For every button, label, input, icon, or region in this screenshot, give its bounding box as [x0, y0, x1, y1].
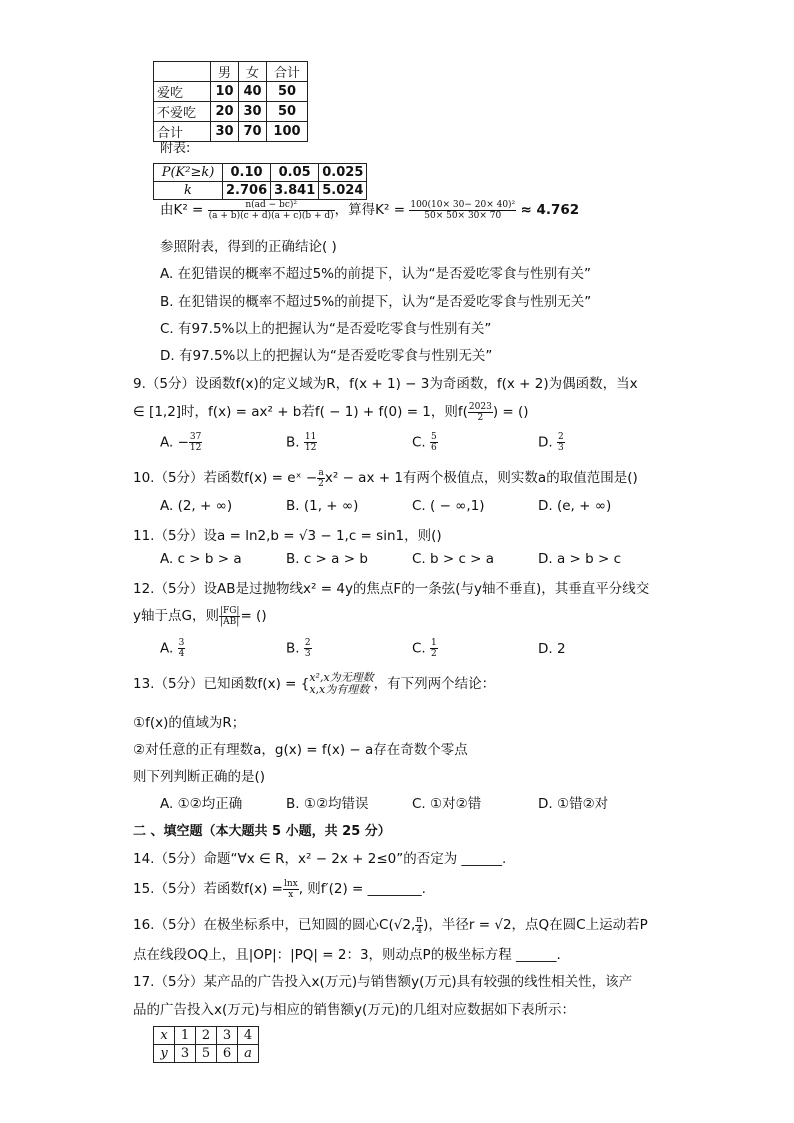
fraction-denominator: 2	[431, 649, 437, 659]
q9-option-a	[160, 432, 202, 453]
q9-option-d	[538, 432, 565, 453]
option-label: B.	[286, 434, 304, 451]
fraction-denominator: 3	[304, 649, 311, 659]
q13-option-d: D. ①错②对	[538, 796, 609, 812]
q16-line1-post: )，半径r = √2，点Q在圆C上运动若P	[423, 917, 648, 933]
q14-stem: 14.（5分）命题“∀x ∈ R，x² − 2x + 2≤0”的否定为 ______.	[133, 851, 507, 867]
critical-value-table	[153, 163, 367, 200]
q13-statement-2: ②对任意的正有理数a，g(x) = f(x) − a存在奇数个零点	[133, 742, 468, 758]
q12-line2	[133, 604, 267, 627]
table-cell: a	[238, 1045, 259, 1063]
option-fraction	[178, 638, 186, 659]
table-cell: 50	[267, 102, 308, 122]
fraction-denominator: 12	[189, 443, 202, 453]
q11-option-c: C. b > c > a	[412, 551, 495, 567]
fraction-numerator: a	[318, 467, 324, 478]
fraction-denominator: 3	[557, 443, 564, 453]
table-cell: 0.10	[223, 164, 271, 182]
q13-post: ，有下列两个结论：	[373, 676, 496, 692]
fraction-numerator: 37	[189, 432, 202, 442]
q9-option-c	[412, 432, 438, 453]
section-heading: 二 、填空题（本大题共 5 小题，共 25 分）	[133, 824, 391, 839]
q16-line1-pre: 16.（5分）在极坐标系中，已知圆的圆心C(√2,	[133, 917, 416, 933]
formula-fraction-2	[409, 200, 516, 221]
q12-option-b	[286, 638, 312, 659]
option-fraction	[557, 432, 565, 453]
table-cell: 0.025	[319, 164, 367, 182]
q9-option-b	[286, 432, 317, 453]
q13-pre: 13.（5分）已知函数f(x) = {	[133, 676, 310, 692]
table-row	[154, 1027, 259, 1045]
fraction-denominator: x	[288, 889, 294, 900]
formula-prefix: 由K² =	[160, 202, 204, 218]
q13-option-b: B. ①②均错误	[286, 796, 369, 812]
appendix-label: 附表:	[160, 141, 191, 156]
fraction-numerator: π	[416, 914, 423, 925]
table-cell: 爱吃	[154, 82, 211, 102]
table-cell: 10	[211, 82, 239, 102]
chi-square-formula	[160, 198, 579, 221]
q13-stem	[133, 672, 495, 696]
fraction-denominator: 2	[477, 412, 484, 423]
option-fraction	[189, 432, 202, 453]
table-cell: 50	[267, 82, 308, 102]
fraction-numerator: 100(10× 30− 20× 40)²	[410, 199, 516, 210]
option-fraction	[430, 432, 438, 453]
q13-option-a: A. ①②均正确	[160, 796, 243, 812]
table-cell	[154, 62, 211, 82]
table-cell: 4	[238, 1027, 259, 1045]
table-cell: y	[154, 1045, 175, 1063]
option-fraction	[304, 432, 317, 453]
option-label: C.	[412, 434, 431, 451]
q15-fraction	[283, 879, 299, 900]
fraction-denominator: 12	[304, 443, 317, 453]
q12-option-c	[412, 638, 438, 659]
table-cell: 3	[175, 1045, 196, 1063]
table-cell: 20	[211, 102, 239, 122]
formula-mid: ，算得K² =	[334, 202, 406, 218]
table-cell: 不爱吃	[154, 102, 211, 122]
q8-option-d: D. 有97.5%以上的把握认为“是否爱吃零食与性别无关”	[160, 348, 493, 364]
q10-option-b: B. (1, + ∞)	[286, 498, 359, 514]
q17-line2: 品的广告投入x(万元)与相应的销售额y(万元)的几组对应数据如下表所示：	[133, 1002, 576, 1018]
q8-option-c: C. 有97.5%以上的把握认为“是否爱吃零食与性别有关”	[160, 321, 492, 337]
table-cell: 合计	[267, 62, 308, 82]
table-cell: 2	[196, 1027, 217, 1045]
fraction-numerator: n(ad − bc)²	[208, 200, 335, 211]
q17-xy-table	[153, 1026, 259, 1063]
formula-fraction	[208, 200, 335, 221]
q12-line1: 12.（5分）设AB是过抛物线x² = 4y的焦点F的一条弦(与y轴不垂直)，其垂直平分线交	[133, 581, 650, 597]
q10-option-a: A. (2, + ∞)	[160, 498, 233, 514]
table-cell: 70	[239, 122, 267, 142]
table-cell: 40	[239, 82, 267, 102]
q11-stem: 11.（5分）设a = ln2,b = √3 − 1,c = sin1，则()	[133, 528, 442, 544]
table-cell: 30	[239, 102, 267, 122]
table-cell: 合计	[154, 122, 211, 142]
table-row	[154, 164, 367, 182]
table-cell: x	[154, 1027, 175, 1045]
gender-snack-table	[153, 61, 308, 142]
fraction-denominator: 4	[416, 925, 423, 936]
q10-option-d: D. (e, + ∞)	[538, 498, 612, 514]
table-row	[154, 182, 367, 200]
table-cell: 女	[239, 62, 267, 82]
fraction-numerator: 2	[304, 638, 311, 648]
piecewise-case-1: x²,x为无理数	[309, 671, 374, 684]
q10-fraction	[317, 468, 325, 489]
piecewise-case-2: x,x为有理数	[309, 683, 370, 696]
q11-option-b: B. c > a > b	[286, 551, 368, 567]
option-label: D.	[538, 434, 557, 451]
fraction-denominator: 2	[318, 478, 324, 489]
q11-option-a: A. c > b > a	[160, 551, 242, 567]
table-cell: 3.841	[271, 182, 319, 200]
q8-stem: 参照附表，得到的正确结论( )	[160, 239, 337, 255]
table-cell: 1	[175, 1027, 196, 1045]
fraction-denominator: 4	[178, 649, 185, 659]
q17-line1: 17.（5分）某产品的广告投入x(万元)与销售额y(万元)具有较强的线性相关性，该产	[133, 974, 633, 990]
fraction-denominator: |AB|	[220, 616, 240, 627]
q13-question: 则下列判断正确的是()	[133, 769, 266, 785]
fraction-numerator: 3	[178, 638, 185, 648]
fraction-numerator: 1	[431, 638, 437, 648]
option-label: A.	[160, 640, 178, 657]
option-label: A. −	[160, 434, 189, 451]
fraction-numerator: |FG|	[219, 605, 240, 616]
q9-line1: 9.（5分）设函数f(x)的定义域为R，f(x + 1) − 3为奇函数，f(x + 2)为偶函数，当x	[133, 376, 638, 392]
table-cell: 2.706	[223, 182, 271, 200]
q10-stem	[133, 466, 638, 489]
option-fraction	[430, 638, 438, 659]
table-cell: 5.024	[319, 182, 367, 200]
q9-line2-post: ) = ()	[492, 404, 529, 420]
q12-option-a	[160, 638, 185, 659]
q9-fraction	[468, 402, 493, 423]
table-cell: 30	[211, 122, 239, 142]
q9-line2-pre: ∈ [1,2]时，f(x) = ax² + b若f( − 1) + f(0) = 1，则f(	[133, 404, 468, 420]
q11-option-d: D. a > b > c	[538, 551, 622, 567]
formula-result: ≈ 4.762	[520, 202, 580, 218]
q16-fraction	[415, 915, 423, 936]
q12-fraction	[219, 606, 241, 627]
q10-option-c: C. ( − ∞,1)	[412, 498, 485, 514]
q12-line2-pre: y轴于点G，则	[133, 608, 219, 624]
fraction-numerator: 5	[431, 432, 437, 442]
q8-option-a: A. 在犯错误的概率不超过5%的前提下，认为“是否爱吃零食与性别有关”	[160, 266, 591, 282]
q10-post: x² − ax + 1有两个极值点，则实数a的取值范围是()	[324, 470, 638, 486]
fraction-numerator: 2023	[468, 401, 492, 412]
table-cell: 3	[217, 1027, 238, 1045]
q12-line2-post: = ()	[240, 608, 267, 624]
table-cell: 100	[267, 122, 308, 142]
fraction-denominator: 50× 50× 30× 70	[424, 210, 502, 221]
table-cell: 0.05	[271, 164, 319, 182]
option-label: B.	[286, 640, 304, 657]
fraction-numerator: lnx	[283, 878, 298, 889]
q13-statement-1: ①f(x)的值域为R；	[133, 715, 246, 731]
q15-post: , 则f′(2) = ________.	[298, 881, 426, 897]
fraction-denominator: 6	[431, 443, 437, 453]
q13-option-c: C. ①对②错	[412, 796, 482, 812]
q15-stem	[133, 877, 426, 900]
q15-pre: 15.（5分）若函数f(x) =	[133, 881, 283, 897]
table-row	[154, 1045, 259, 1063]
table-row	[154, 82, 308, 102]
table-cell: P(K²≥k)	[154, 164, 223, 182]
fraction-numerator: 11	[304, 432, 317, 442]
q9-line2	[133, 400, 529, 423]
q16-line2: 点在线段OQ上，且|OP|：|PQ| = 2：3，则动点P的极坐标方程 ______.	[133, 947, 561, 963]
q10-pre: 10.（5分）若函数f(x) = eˣ −	[133, 470, 318, 486]
q13-piecewise	[309, 672, 373, 696]
table-row	[154, 62, 308, 82]
table-cell: 男	[211, 62, 239, 82]
q16-line1	[133, 913, 648, 936]
q8-option-b: B. 在犯错误的概率不超过5%的前提下，认为“是否爱吃零食与性别无关”	[160, 294, 592, 310]
fraction-denominator: (a + b)(c + d)(a + c)(b + d)	[208, 210, 334, 221]
fraction-numerator: 2	[557, 432, 564, 442]
option-label: C.	[412, 640, 431, 657]
option-fraction	[304, 638, 312, 659]
table-row	[154, 102, 308, 122]
table-cell: k	[154, 182, 223, 200]
q12-option-d: D. 2	[538, 641, 566, 657]
table-cell: 6	[217, 1045, 238, 1063]
table-cell: 5	[196, 1045, 217, 1063]
